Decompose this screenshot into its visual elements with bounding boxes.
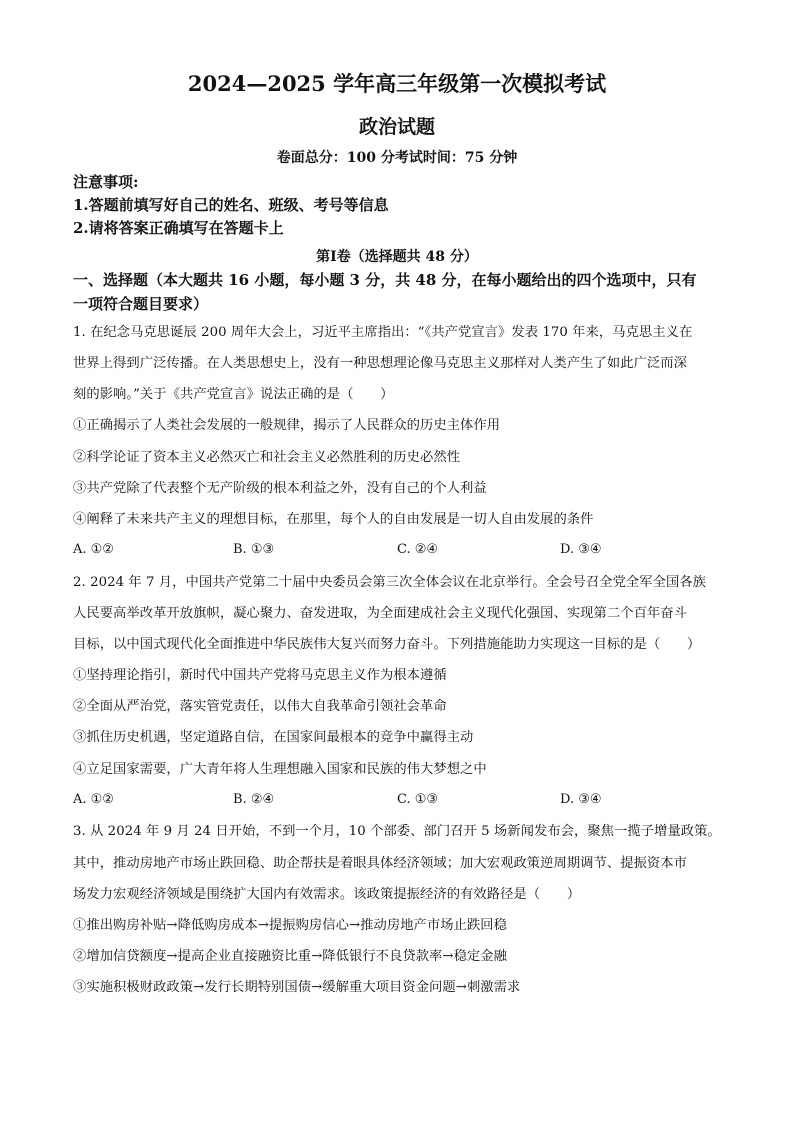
question-2-statement: ③抓住历史机遇，坚定道路自信，在国家间最根本的竞争中赢得主动: [73, 730, 474, 745]
question-1-options: [73, 542, 733, 560]
option-a: A. ①②: [73, 542, 114, 557]
option-b: B. ①③: [233, 542, 275, 557]
question-1-stem: 1. 在纪念马克思诞辰 200 周年大会上，习近平主席指出：“《共产党宣言》发表 170 年来，马克思主义在: [73, 325, 693, 340]
notice-item: 1.答题前填写好自己的姓名、班级、考号等信息: [73, 196, 389, 214]
question-1-stem: 世界上得到广泛传播。在人类思想史上，没有一种思想理论像马克思主义那样对人类产生了如此广泛而深: [73, 356, 687, 371]
question-2-statement: ②全面从严治党，落实管党责任，以伟大自我革命引领社会革命: [73, 699, 447, 714]
question-2-options: [73, 792, 733, 810]
notice-item: 2.请将答案正确填写在答题卡上: [73, 219, 284, 237]
question-3-statement: ①推出购房补贴→降低购房成本→提振购房信心→推动房地产市场止跌回稳: [73, 918, 507, 933]
question-3-stem: 场发力宏观经济领域是围绕扩大国内有效需求。该政策提振经济的有效路径是（ ）: [73, 887, 581, 902]
option-d: D. ③④: [560, 792, 602, 807]
question-3-statement: ②增加信贷额度→提高企业直接融资比重→降低银行不良贷款率→稳定金融: [73, 949, 507, 964]
question-3-statement: ③实施积极财政政策→发行长期特别国债→缓解重大项目资金问题→刺激需求: [73, 980, 521, 995]
question-2-statement: ④立足国家需要，广大青年将人生理想融入国家和民族的伟大梦想之中: [73, 762, 487, 777]
question-2-stem: 2. 2024 年 7 月，中国共产党第二十届中央委员会第三次全体会议在北京举行。全会号召全党全军全国各族: [73, 575, 707, 590]
question-2-stem: 人民要高举改革开放旗帜，凝心聚力、奋发进取，为全面建成社会主义现代化强国、实现第二个百年奋斗: [73, 606, 687, 621]
section-instruction: 一项符合题目要求）: [73, 295, 209, 313]
option-d: D. ③④: [560, 542, 602, 557]
option-b: B. ②④: [233, 792, 275, 807]
subject-title: 政治试题: [358, 116, 435, 138]
exam-title: 2024—2025 学年高三年级第一次模拟考试: [187, 71, 607, 96]
option-c: C. ②④: [397, 542, 439, 557]
section-title: 第Ⅰ卷（选择题共 48 分）: [316, 249, 478, 265]
score-time-info: 卷面总分：100 分考试时间：75 分钟: [276, 150, 518, 166]
option-c: C. ①③: [397, 792, 439, 807]
option-a: A. ①②: [73, 792, 114, 807]
question-1-statement: ④阐释了未来共产主义的理想目标，在那里，每个人的自由发展是一切人自由发展的条件: [73, 512, 594, 527]
question-1-stem: 刻的影响。”关于《共产党宣言》说法正确的是（ ）: [73, 387, 394, 402]
question-1-statement: ①正确揭示了人类社会发展的一般规律，揭示了人民群众的历史主体作用: [73, 418, 501, 433]
question-3-stem: 3. 从 2024 年 9 月 24 日开始，不到一个月，10 个部委、部门召开 5 场新闻发布会，聚焦一揽子增量政策。: [73, 824, 721, 839]
question-2-stem: 目标，以中国式现代化全面推进中华民族伟大复兴而努力奋斗。下列措施能助力实现这一目标的是（ ）: [73, 637, 701, 652]
notice-label: 注意事项:: [73, 173, 139, 191]
question-1-statement: ③共产党除了代表整个无产阶级的根本利益之外，没有自己的个人利益: [73, 481, 487, 496]
question-1-statement: ②科学论证了资本主义必然灭亡和社会主义必然胜利的历史必然性: [73, 450, 461, 465]
question-2-statement: ①坚持理论指引，新时代中国共产党将马克思主义作为根本遵循: [73, 668, 447, 683]
question-3-stem: 其中，推动房地产市场止跌回稳、助企帮扶是着眼具体经济领域；加大宏观政策逆周期调节、提振资本市: [73, 856, 687, 871]
section-instruction: 一、选择题（本大题共 16 小题，每小题 3 分，共 48 分，在每小题给出的四个选项中，只有: [73, 271, 697, 289]
